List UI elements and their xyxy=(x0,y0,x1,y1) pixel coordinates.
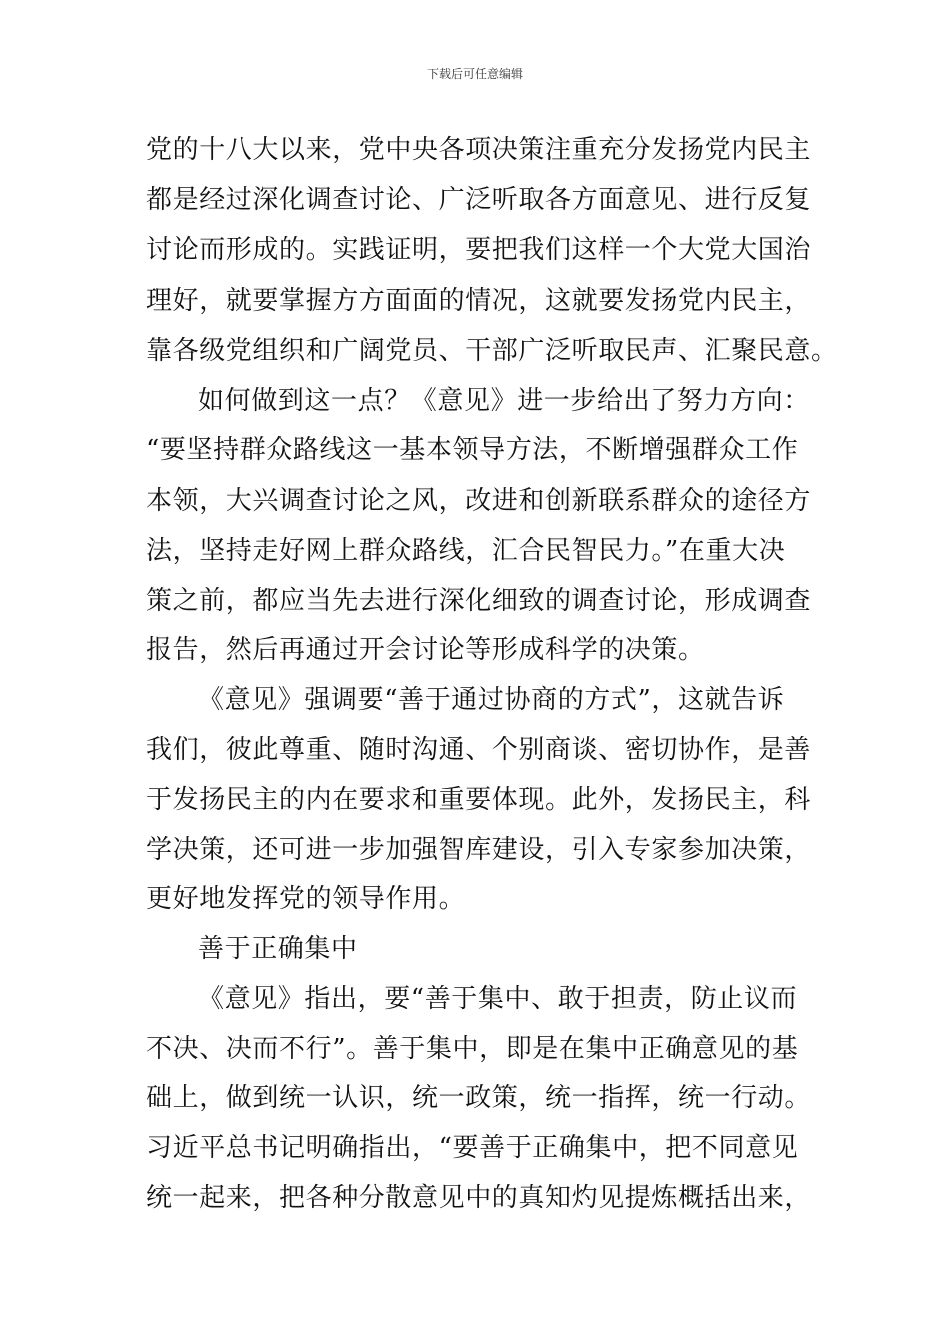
body-text-line: 习近平总书记明确指出，“要善于正确集中，把不同意见 xyxy=(146,1133,799,1163)
body-text-line: 本领，大兴调查讨论之风，改进和创新联系群众的途径方 xyxy=(146,486,812,516)
body-text-line: 策之前，都应当先去进行深化细致的调查讨论，形成调查 xyxy=(146,586,812,616)
body-text-line: 学决策，还可进一步加强智库建设，引入专家参加决策， xyxy=(146,835,812,865)
body-text-line: 于发扬民主的内在要求和重要体现。此外，发扬民主，科 xyxy=(146,785,812,815)
body-text-line: 法，坚持走好网上群众路线，汇合民智民力。”在重大决 xyxy=(146,536,786,566)
body-text-line: 党的十八大以来，党中央各项决策注重充分发扬党内民主 xyxy=(146,135,812,165)
page-header-note: 下载后可任意编辑 xyxy=(426,67,523,81)
body-text-line: 理好，就要掌握方方面面的情况，这就要发扬党内民主， xyxy=(146,286,812,316)
body-text-line: 报告，然后再通过开会讨论等形成科学的决策。 xyxy=(146,635,705,665)
paragraph-first-line: 《意见》指出，要“善于集中、敢于担责，防止议而 xyxy=(198,984,798,1014)
body-text-line: 讨论而形成的。实践证明，要把我们这样一个大党大国治 xyxy=(146,235,812,265)
body-text-line: 我们，彼此尊重、随时沟通、个别商谈、密切协作，是善 xyxy=(146,735,812,765)
body-text-line: 统一起来，把各种分散意见中的真知灼见提炼概括出来， xyxy=(146,1183,812,1213)
section-heading: 善于正确集中 xyxy=(198,934,358,964)
body-text-line: 础上，做到统一认识，统一政策，统一指挥，统一行动。 xyxy=(146,1083,812,1113)
paragraph-first-line: 《意见》强调要“善于通过协商的方式”，这就告诉 xyxy=(198,685,785,715)
paragraph-first-line: 如何做到这一点？《意见》进一步给出了努力方向： xyxy=(198,386,810,416)
body-text-line: “要坚持群众路线这一基本领导方法，不断增强群众工作 xyxy=(146,435,799,465)
body-text-line: 不决、决而不行”。善于集中，即是在集中正确意见的基 xyxy=(146,1034,799,1064)
body-text-line: 更好地发挥党的领导作用。 xyxy=(146,884,466,914)
body-text-line: 靠各级党组织和广阔党员、干部广泛听取民声、汇聚民意。 xyxy=(146,336,838,366)
body-text-line: 都是经过深化调查讨论、广泛听取各方面意见、进行反复 xyxy=(146,185,812,215)
